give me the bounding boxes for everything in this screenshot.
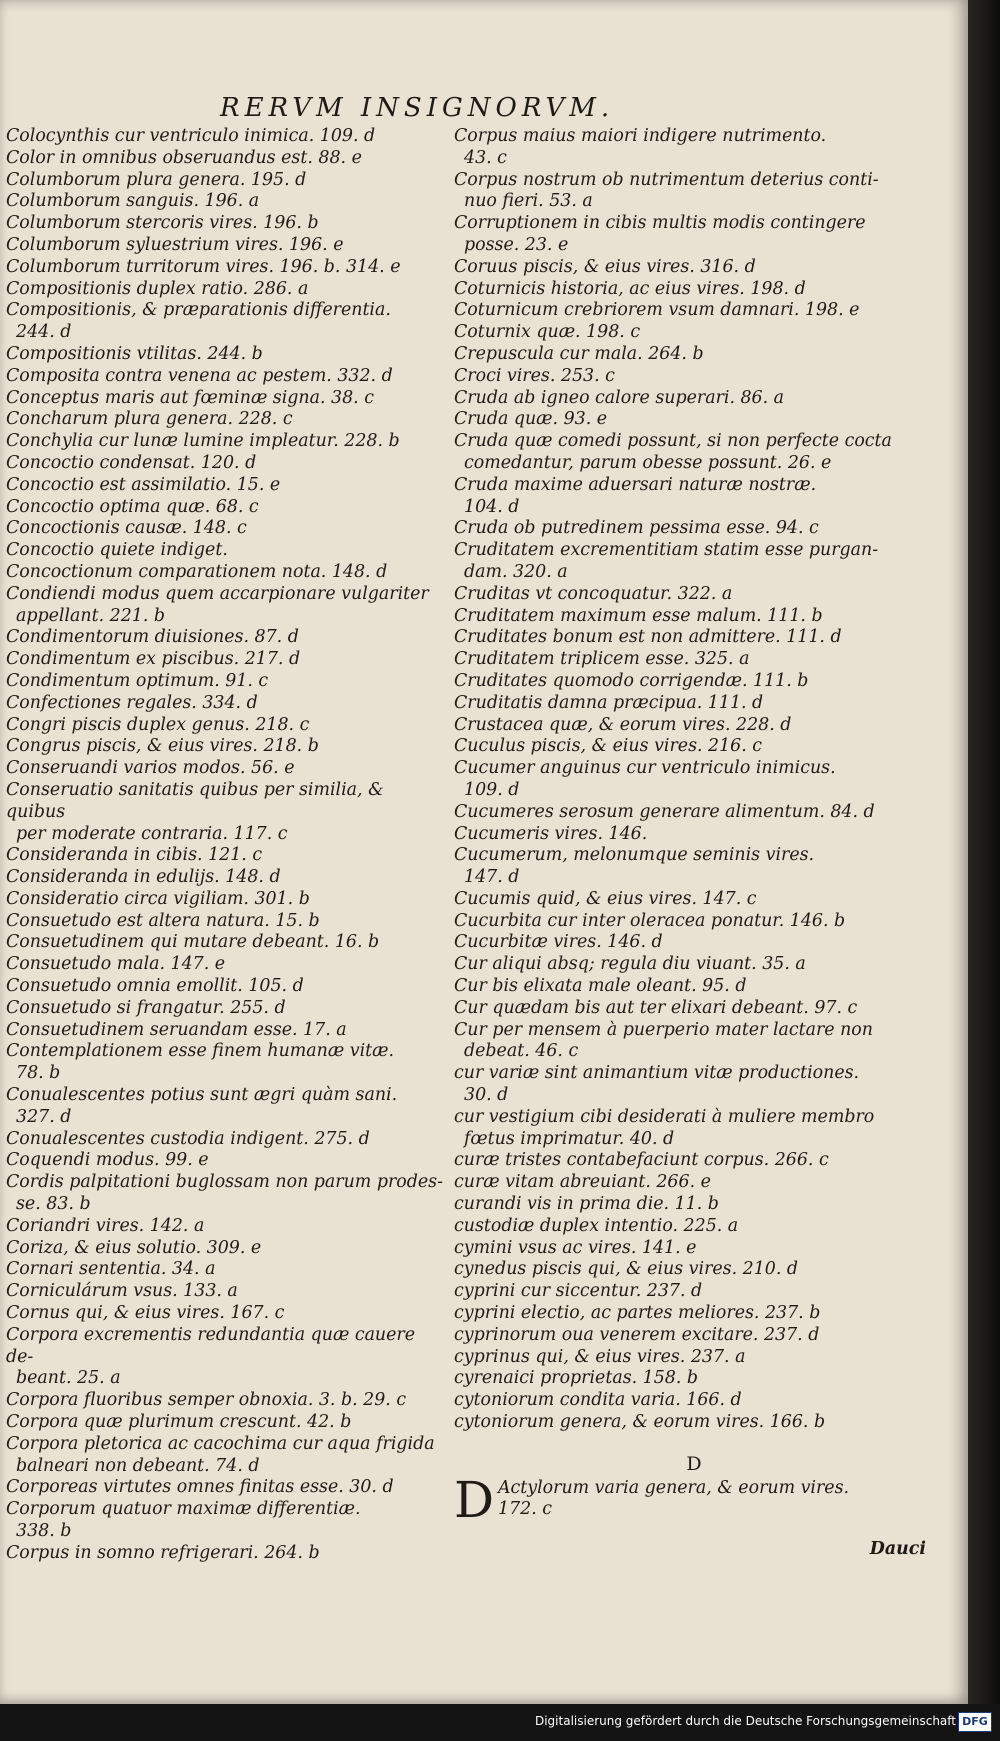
index-entry: Crepuscula cur mala. 264. b [454,343,704,364]
index-entry: Conchylia cur lunæ lumine impleatur. 228. b [6,431,400,452]
index-entry: cytoniorum condita varia. 166. d [454,1390,742,1411]
index-entry: Cruda quæ. 93. e [454,409,608,430]
index-entry: Coturnicis historia, ac eius vires. 198. d [454,278,806,299]
index-entry: Cucumis quid, & eius vires. 147. c [454,888,757,909]
index-entry: Cucumerum, melonumque seminis vires. 147. d [454,845,815,888]
index-entry: Columborum syluestrium vires. 196. e [6,234,344,255]
index-entry: Corpus nostrum ob nutrimentum deterius conti- nuo fieri. 53. a [454,169,879,212]
index-entry: Corpora fluoribus semper obnoxia. 3. b. 29. c [6,1390,407,1411]
index-entry: Consuetudo mala. 147. e [6,954,226,975]
index-entry: curæ tristes contabefaciunt corpus. 266. c [454,1150,829,1171]
running-head: RERVM INSIGNORVM. [220,93,615,123]
index-entry: Confectiones regales. 334. d [6,692,258,713]
index-entry: Contemplationem esse finem humanæ vitæ. 78. b [6,1041,394,1084]
index-entry: Columborum plura genera. 195. d [6,169,307,190]
index-entry: Columborum turritorum vires. 196. b. 314. e [6,256,401,277]
index-entry: cyprinorum oua venerem excitare. 237. d [454,1324,820,1345]
index-entry: Crustacea quæ, & eorum vires. 228. d [454,714,792,735]
index-entry: cytoniorum genera, & eorum vires. 166. b [454,1412,826,1433]
index-entry: Conseruandi varios modos. 56. e [6,758,295,779]
index-entry: Cruda quæ comedi possunt, si non perfecte cocta comedantur, parum obesse possunt. 26. e [454,431,892,473]
index-entry: Concoctio quiete indiget. [6,540,228,561]
index-entry: Coriandri vires. 142. a [6,1215,205,1236]
index-entry: Concoctio condensat. 120. d [6,452,257,473]
index-entry: cyrenaici proprietas. 158. b [454,1368,699,1389]
index-entry: Croci vires. 253. c [454,365,615,386]
index-entry: cyprini cur siccentur. 237. d [454,1281,703,1302]
index-entry: Coturnix quæ. 198. c [454,322,641,343]
index-entry: Cur quædam bis aut ter elixari debeant. 97. c [454,997,858,1018]
index-entry: Coruus piscis, & eius vires. 316. d [454,256,756,277]
index-entry: Color in omnibus obseruandus est. 88. e [6,147,362,168]
index-entry: Condimentum optimum. 91. c [6,670,269,691]
index-entry: Cucurbita cur inter oleracea ponatur. 146. b [454,910,846,931]
index-entry: Cruditates quomodo corrigendæ. 111. b [454,670,809,691]
index-entry: cyprinus qui, & eius vires. 237. a [454,1346,746,1367]
index-entry: Concoctio optima quæ. 68. c [6,496,259,517]
index-entry: Coriza, & eius solutio. 309. e [6,1237,262,1258]
index-entry: Conualescentes custodia indigent. 275. d [6,1128,370,1149]
index-entry: Colocynthis cur ventriculo inimica. 109. d [6,126,376,146]
section-letter: D [686,1452,702,1475]
index-entry: Compositionis duplex ratio. 286. a [6,278,309,299]
d-entry-text: Actylorum varia genera, & eorum vires. 172. c [498,1477,850,1520]
index-entry: cur vestigium cibi desiderati à muliere membro fœtus imprimatur. 40. d [454,1106,875,1149]
index-entry: Congri piscis duplex genus. 218. c [6,714,310,735]
index-entry: Cruditatem excrementitiam statim esse purgan- dam. 320. a [454,540,879,582]
index-entry: curandi vis in prima die. 11. b [454,1194,719,1215]
index-entry: Coquendi modus. 99. e [6,1150,209,1171]
index-entry: Condimentum ex piscibus. 217. d [6,649,301,670]
catchword: Dauci [869,1539,926,1560]
index-entry: cynedus piscis qui, & eius vires. 210. d [454,1259,799,1280]
index-entry: Cordis palpitationi buglossam non parum prodes- se. 83. b [6,1172,443,1215]
dfg-logo: DFG [958,1712,992,1732]
index-entry: Compositionis vtilitas. 244. b [6,343,263,364]
index-entry: Cornari sententia. 34. a [6,1259,216,1280]
index-entry: Concoctionum comparationem nota. 148. d [6,561,388,582]
index-entry: Condimentorum diuisiones. 87. d [6,627,299,648]
index-entry: Cruda ab igneo calore superari. 86. a [454,387,785,408]
index-entry: Cur bis elixata male oleant. 95. d [454,976,747,997]
index-entry: Consuetudo est altera natura. 15. b [6,910,320,931]
index-entry: Corruptionem in cibis multis modis contingere posse. 23. e [454,213,866,255]
index-entry: Cruditas vt concoquatur. 322. a [454,583,733,604]
index-entry: Corpus maius maiori indigere nutrimento. 43. c [454,126,827,168]
index-entry: Cruditatem triplicem esse. 325. a [454,649,750,670]
index-entry: Conualescentes potius sunt ægri quàm sani. 327. d [6,1085,398,1127]
index-entry: Conseruatio sanitatis quibus per similia, & quibus per moderate contraria. 117. c [6,779,384,844]
index-column-right-entries [454,126,934,1434]
index-column-right [454,126,934,1561]
index-entry: Composita contra venena ac pestem. 332. d [6,365,393,386]
book-spine [968,0,1000,1704]
index-entry: Corpora excrementis redundantia quæ cauere de- beant. 25. a [6,1324,416,1389]
index-entry: Consideratio circa vigiliam. 301. b [6,888,310,909]
d-section-entry [454,1470,934,1529]
index-entry: Cucurbitæ vires. 146. d [454,932,663,953]
index-entry: Cruda ob putredinem pessima esse. 94. c [454,518,819,539]
index-entry: curæ vitam abreuiant. 266. e [454,1172,711,1193]
index-entry: Consuetudo omnia emollit. 105. d [6,976,304,997]
index-entry: Concoctio est assimilatio. 15. e [6,474,281,495]
index-entry: Corpora pletorica ac cacochima cur aqua frigida balneari non debeant. 74. d [6,1433,435,1476]
footer-bar [0,1704,1000,1741]
index-entry: Columborum stercoris vires. 196. b [6,213,319,234]
index-column-left [6,126,444,1565]
footer-credit: Digitalisierung gefördert durch die Deutsche Forschungsgemeinschaft [534,1714,956,1728]
index-entry: Cur per mensem à puerperio mater lactare non debeat. 46. c [454,1019,873,1062]
index-entry: Coturnicum crebriorem vsum damnari. 198. e [454,300,860,321]
index-entry: Corporum quatuor maximæ differentiæ. 338. b [6,1499,361,1541]
index-entry: Corporeas virtutes omnes finitas esse. 30. d [6,1477,394,1498]
index-entry: Corpus in somno refrigerari. 264. b [6,1542,320,1563]
index-entry: cyprini electio, ac partes meliores. 237. b [454,1303,821,1324]
index-entry: custodiæ duplex intentio. 225. a [454,1215,739,1236]
index-entry: cymini vsus ac vires. 141. e [454,1237,697,1258]
index-entry: Corniculárum vsus. 133. a [6,1281,238,1302]
index-entry: Cruditatis damna præcipua. 111. d [454,692,764,713]
index-entry: Consuetudo si frangatur. 255. d [6,997,286,1018]
index-entry: Concharum plura genera. 228. c [6,409,293,430]
index-entry: Cur aliqui absq; regula diu viuant. 35. a [454,954,806,975]
index-entry: Conceptus maris aut fœminæ signa. 38. c [6,387,374,408]
index-entry: Consuetudinem qui mutare debeant. 16. b [6,932,380,953]
index-entry: Congrus piscis, & eius vires. 218. b [6,736,319,757]
index-entry: Cucumeris vires. 146. [454,823,648,844]
index-entry: Consuetudinem seruandam esse. 17. a [6,1019,347,1040]
index-entry: Cucumer anguinus cur ventriculo inimicus. 109. d [454,758,836,800]
index-entry: Cucumeres serosum generare alimentum. 84. d [454,801,875,822]
index-entry: Concoctionis causæ. 148. c [6,518,247,539]
index-entry: Cornus qui, & eius vires. 167. c [6,1303,285,1324]
index-entry: Corpora quæ plurimum crescunt. 42. b [6,1412,352,1433]
index-entry: Consideranda in cibis. 121. c [6,845,263,866]
drop-cap: D [454,1470,495,1529]
index-entry: Cruditatem maximum esse malum. 111. b [454,605,823,626]
index-entry: Condiendi modus quem accarpionare vulgariter appellant. 221. b [6,583,429,626]
index-entry: Consideranda in edulijs. 148. d [6,867,281,888]
index-entry: Columborum sanguis. 196. a [6,191,260,212]
index-entry: Cuculus piscis, & eius vires. 216. c [454,736,763,757]
index-entry: Cruda maxime aduersari naturæ nostræ. 104. d [454,474,817,517]
index-entry: Compositionis, & præparationis differentia. 244. d [6,300,391,343]
index-entry: cur variæ sint animantium vitæ productiones. 30. d [454,1063,860,1106]
index-entry: Cruditates bonum est non admittere. 111. d [454,627,842,648]
